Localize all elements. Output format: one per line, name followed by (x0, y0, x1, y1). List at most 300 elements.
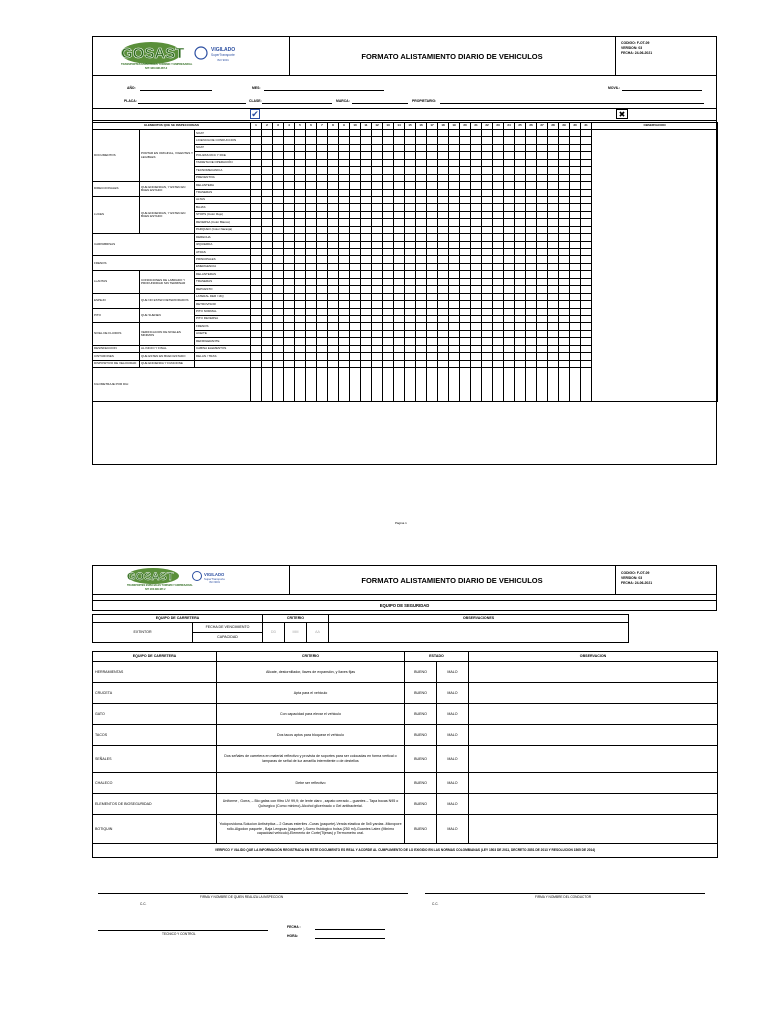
day-cell[interactable] (295, 263, 306, 270)
day-cell[interactable] (394, 323, 405, 330)
day-cell[interactable] (515, 241, 526, 248)
day-cell[interactable] (317, 353, 328, 360)
day-cell[interactable] (581, 159, 592, 166)
day-cell[interactable] (504, 144, 515, 151)
day-cell[interactable] (361, 152, 372, 159)
day-cell[interactable] (251, 308, 262, 315)
day-cell[interactable] (317, 293, 328, 300)
kilometraje-cell[interactable] (559, 368, 570, 402)
day-cell[interactable] (405, 271, 416, 278)
day-cell[interactable] (493, 271, 504, 278)
day-cell[interactable] (460, 293, 471, 300)
day-cell[interactable] (317, 219, 328, 226)
day-cell[interactable] (361, 167, 372, 174)
day-cell[interactable] (350, 174, 361, 181)
day-cell[interactable] (284, 167, 295, 174)
day-cell[interactable] (251, 226, 262, 233)
day-cell[interactable] (383, 249, 394, 256)
day-cell[interactable] (317, 241, 328, 248)
day-cell[interactable] (284, 345, 295, 352)
day-cell[interactable] (438, 144, 449, 151)
day-cell[interactable] (361, 271, 372, 278)
kilometraje-cell[interactable] (471, 368, 482, 402)
day-cell[interactable] (405, 308, 416, 315)
day-cell[interactable] (328, 219, 339, 226)
day-cell[interactable] (460, 174, 471, 181)
day-cell[interactable] (405, 204, 416, 211)
day-cell[interactable] (262, 234, 273, 241)
day-cell[interactable] (449, 360, 460, 367)
day-cell[interactable] (306, 345, 317, 352)
day-cell[interactable] (427, 315, 438, 322)
day-cell[interactable] (493, 137, 504, 144)
day-cell[interactable] (504, 271, 515, 278)
day-cell[interactable] (493, 204, 504, 211)
day-cell[interactable] (306, 226, 317, 233)
day-cell[interactable] (581, 182, 592, 189)
day-cell[interactable] (372, 263, 383, 270)
day-cell[interactable] (438, 330, 449, 337)
placa-field[interactable] (138, 103, 246, 104)
day-cell[interactable] (460, 130, 471, 137)
day-cell[interactable] (372, 330, 383, 337)
day-cell[interactable] (416, 219, 427, 226)
day-cell[interactable] (416, 330, 427, 337)
day-cell[interactable] (416, 323, 427, 330)
day-cell[interactable] (526, 278, 537, 285)
day-cell[interactable] (438, 204, 449, 211)
day-cell[interactable] (515, 234, 526, 241)
day-cell[interactable] (295, 204, 306, 211)
kilometraje-cell[interactable] (262, 368, 273, 402)
day-cell[interactable] (361, 241, 372, 248)
day-cell[interactable] (405, 211, 416, 218)
day-cell[interactable] (339, 323, 350, 330)
day-cell[interactable] (482, 249, 493, 256)
day-cell[interactable] (361, 249, 372, 256)
day-cell[interactable] (328, 263, 339, 270)
day-cell[interactable] (482, 286, 493, 293)
day-cell[interactable] (405, 293, 416, 300)
day-cell[interactable] (438, 152, 449, 159)
day-cell[interactable] (438, 174, 449, 181)
day-cell[interactable] (482, 256, 493, 263)
day-cell[interactable] (493, 234, 504, 241)
day-cell[interactable] (317, 189, 328, 196)
day-cell[interactable] (570, 263, 581, 270)
day-cell[interactable] (295, 315, 306, 322)
day-cell[interactable] (449, 144, 460, 151)
day-cell[interactable] (570, 167, 581, 174)
day-cell[interactable] (482, 226, 493, 233)
day-cell[interactable] (493, 219, 504, 226)
day-cell[interactable] (482, 360, 493, 367)
day-cell[interactable] (559, 271, 570, 278)
day-cell[interactable] (581, 226, 592, 233)
kilometraje-cell[interactable] (537, 368, 548, 402)
day-cell[interactable] (559, 189, 570, 196)
day-cell[interactable] (460, 330, 471, 337)
day-cell[interactable] (284, 249, 295, 256)
day-cell[interactable] (372, 137, 383, 144)
day-cell[interactable] (284, 360, 295, 367)
day-cell[interactable] (504, 315, 515, 322)
day-cell[interactable] (515, 196, 526, 203)
day-cell[interactable] (449, 345, 460, 352)
day-cell[interactable] (559, 167, 570, 174)
day-cell[interactable] (427, 204, 438, 211)
propietario-field[interactable] (440, 103, 704, 104)
day-cell[interactable] (460, 271, 471, 278)
day-cell[interactable] (361, 263, 372, 270)
day-cell[interactable] (295, 293, 306, 300)
day-cell[interactable] (460, 308, 471, 315)
day-cell[interactable] (537, 152, 548, 159)
observacion-field[interactable] (592, 130, 718, 402)
day-cell[interactable] (306, 152, 317, 159)
equipment-observacion-field[interactable] (469, 815, 718, 844)
day-cell[interactable] (328, 353, 339, 360)
day-cell[interactable] (493, 263, 504, 270)
bueno-option[interactable]: BUENO (405, 746, 437, 773)
day-cell[interactable] (526, 137, 537, 144)
day-cell[interactable] (427, 271, 438, 278)
day-cell[interactable] (405, 353, 416, 360)
day-cell[interactable] (339, 196, 350, 203)
day-cell[interactable] (460, 323, 471, 330)
day-cell[interactable] (273, 278, 284, 285)
day-cell[interactable] (394, 286, 405, 293)
day-cell[interactable] (548, 256, 559, 263)
day-cell[interactable] (372, 226, 383, 233)
day-cell[interactable] (438, 338, 449, 345)
kilometraje-cell[interactable] (273, 368, 284, 402)
day-cell[interactable] (251, 219, 262, 226)
day-cell[interactable] (504, 174, 515, 181)
day-cell[interactable] (383, 353, 394, 360)
kilometraje-cell[interactable] (416, 368, 427, 402)
day-cell[interactable] (372, 204, 383, 211)
day-cell[interactable] (504, 308, 515, 315)
day-cell[interactable] (581, 211, 592, 218)
day-cell[interactable] (339, 360, 350, 367)
day-cell[interactable] (438, 345, 449, 352)
day-cell[interactable] (526, 263, 537, 270)
day-cell[interactable] (427, 211, 438, 218)
day-cell[interactable] (460, 278, 471, 285)
day-cell[interactable] (416, 263, 427, 270)
day-cell[interactable] (449, 293, 460, 300)
day-cell[interactable] (361, 330, 372, 337)
day-cell[interactable] (383, 167, 394, 174)
day-cell[interactable] (460, 353, 471, 360)
day-cell[interactable] (581, 167, 592, 174)
day-cell[interactable] (504, 353, 515, 360)
day-cell[interactable] (295, 152, 306, 159)
day-cell[interactable] (427, 249, 438, 256)
day-cell[interactable] (273, 144, 284, 151)
day-cell[interactable] (581, 249, 592, 256)
day-cell[interactable] (438, 271, 449, 278)
day-cell[interactable] (405, 338, 416, 345)
day-cell[interactable] (548, 353, 559, 360)
day-cell[interactable] (405, 301, 416, 308)
day-cell[interactable] (394, 234, 405, 241)
day-cell[interactable] (438, 323, 449, 330)
day-cell[interactable] (460, 263, 471, 270)
day-cell[interactable] (427, 144, 438, 151)
day-cell[interactable] (405, 189, 416, 196)
day-cell[interactable] (328, 182, 339, 189)
day-cell[interactable] (394, 263, 405, 270)
day-cell[interactable] (515, 144, 526, 151)
day-cell[interactable] (262, 219, 273, 226)
day-cell[interactable] (526, 189, 537, 196)
day-cell[interactable] (460, 219, 471, 226)
day-cell[interactable] (416, 137, 427, 144)
day-cell[interactable] (515, 204, 526, 211)
day-cell[interactable] (383, 323, 394, 330)
day-cell[interactable] (482, 241, 493, 248)
day-cell[interactable] (405, 315, 416, 322)
day-cell[interactable] (427, 226, 438, 233)
day-cell[interactable] (361, 338, 372, 345)
marca-field[interactable] (352, 103, 408, 104)
day-cell[interactable] (559, 204, 570, 211)
day-cell[interactable] (416, 196, 427, 203)
day-cell[interactable] (537, 308, 548, 315)
day-cell[interactable] (284, 315, 295, 322)
day-cell[interactable] (438, 189, 449, 196)
day-cell[interactable] (449, 152, 460, 159)
day-cell[interactable] (372, 278, 383, 285)
day-cell[interactable] (339, 167, 350, 174)
day-cell[interactable] (339, 182, 350, 189)
day-cell[interactable] (251, 182, 262, 189)
day-cell[interactable] (504, 249, 515, 256)
day-cell[interactable] (361, 293, 372, 300)
day-cell[interactable] (405, 159, 416, 166)
kilometraje-cell[interactable] (526, 368, 537, 402)
day-cell[interactable] (526, 360, 537, 367)
day-cell[interactable] (306, 196, 317, 203)
day-cell[interactable] (372, 234, 383, 241)
mm-field[interactable]: MM (285, 623, 307, 643)
day-cell[interactable] (273, 345, 284, 352)
kilometraje-cell[interactable] (570, 368, 581, 402)
day-cell[interactable] (295, 256, 306, 263)
day-cell[interactable] (295, 167, 306, 174)
day-cell[interactable] (559, 278, 570, 285)
kilometraje-cell[interactable] (493, 368, 504, 402)
day-cell[interactable] (460, 189, 471, 196)
day-cell[interactable] (372, 293, 383, 300)
day-cell[interactable] (317, 315, 328, 322)
day-cell[interactable] (581, 330, 592, 337)
day-cell[interactable] (317, 338, 328, 345)
day-cell[interactable] (493, 159, 504, 166)
day-cell[interactable] (548, 271, 559, 278)
day-cell[interactable] (416, 360, 427, 367)
day-cell[interactable] (273, 308, 284, 315)
day-cell[interactable] (526, 308, 537, 315)
day-cell[interactable] (284, 196, 295, 203)
day-cell[interactable] (559, 249, 570, 256)
day-cell[interactable] (537, 271, 548, 278)
day-cell[interactable] (262, 286, 273, 293)
day-cell[interactable] (328, 174, 339, 181)
day-cell[interactable] (493, 167, 504, 174)
day-cell[interactable] (515, 174, 526, 181)
day-cell[interactable] (328, 130, 339, 137)
day-cell[interactable] (537, 323, 548, 330)
day-cell[interactable] (449, 174, 460, 181)
day-cell[interactable] (449, 323, 460, 330)
day-cell[interactable] (526, 144, 537, 151)
day-cell[interactable] (482, 174, 493, 181)
day-cell[interactable] (405, 330, 416, 337)
day-cell[interactable] (548, 182, 559, 189)
day-cell[interactable] (394, 315, 405, 322)
day-cell[interactable] (438, 286, 449, 293)
day-cell[interactable] (317, 167, 328, 174)
day-cell[interactable] (581, 278, 592, 285)
day-cell[interactable] (383, 152, 394, 159)
day-cell[interactable] (449, 182, 460, 189)
day-cell[interactable] (515, 263, 526, 270)
day-cell[interactable] (339, 152, 350, 159)
day-cell[interactable] (581, 308, 592, 315)
day-cell[interactable] (515, 211, 526, 218)
day-cell[interactable] (471, 167, 482, 174)
day-cell[interactable] (416, 249, 427, 256)
day-cell[interactable] (262, 137, 273, 144)
day-cell[interactable] (482, 167, 493, 174)
day-cell[interactable] (449, 130, 460, 137)
kilometraje-cell[interactable] (383, 368, 394, 402)
equipment-observacion-field[interactable] (469, 773, 718, 794)
day-cell[interactable] (251, 234, 262, 241)
day-cell[interactable] (405, 182, 416, 189)
day-cell[interactable] (427, 301, 438, 308)
day-cell[interactable] (416, 130, 427, 137)
day-cell[interactable] (295, 226, 306, 233)
day-cell[interactable] (394, 144, 405, 151)
day-cell[interactable] (581, 301, 592, 308)
day-cell[interactable] (273, 226, 284, 233)
day-cell[interactable] (350, 263, 361, 270)
day-cell[interactable] (273, 189, 284, 196)
day-cell[interactable] (251, 211, 262, 218)
day-cell[interactable] (438, 278, 449, 285)
day-cell[interactable] (427, 137, 438, 144)
day-cell[interactable] (306, 271, 317, 278)
day-cell[interactable] (570, 152, 581, 159)
day-cell[interactable] (328, 286, 339, 293)
day-cell[interactable] (537, 241, 548, 248)
day-cell[interactable] (339, 315, 350, 322)
day-cell[interactable] (537, 211, 548, 218)
day-cell[interactable] (482, 159, 493, 166)
day-cell[interactable] (405, 144, 416, 151)
day-cell[interactable] (339, 159, 350, 166)
malo-option[interactable]: MALO (437, 746, 469, 773)
day-cell[interactable] (383, 130, 394, 137)
x-box[interactable] (616, 109, 628, 119)
day-cell[interactable] (350, 338, 361, 345)
day-cell[interactable] (482, 204, 493, 211)
kilometraje-cell[interactable] (394, 368, 405, 402)
day-cell[interactable] (526, 234, 537, 241)
ext-observaciones-field[interactable] (329, 623, 629, 643)
day-cell[interactable] (427, 159, 438, 166)
day-cell[interactable] (339, 263, 350, 270)
kilometraje-cell[interactable] (504, 368, 515, 402)
day-cell[interactable] (372, 241, 383, 248)
day-cell[interactable] (328, 323, 339, 330)
day-cell[interactable] (526, 286, 537, 293)
day-cell[interactable] (526, 271, 537, 278)
day-cell[interactable] (493, 211, 504, 218)
day-cell[interactable] (559, 241, 570, 248)
day-cell[interactable] (515, 226, 526, 233)
day-cell[interactable] (570, 278, 581, 285)
day-cell[interactable] (438, 301, 449, 308)
day-cell[interactable] (383, 204, 394, 211)
day-cell[interactable] (427, 360, 438, 367)
day-cell[interactable] (295, 286, 306, 293)
day-cell[interactable] (515, 130, 526, 137)
day-cell[interactable] (339, 189, 350, 196)
day-cell[interactable] (438, 293, 449, 300)
day-cell[interactable] (559, 353, 570, 360)
day-cell[interactable] (284, 174, 295, 181)
day-cell[interactable] (284, 263, 295, 270)
day-cell[interactable] (251, 167, 262, 174)
day-cell[interactable] (372, 189, 383, 196)
day-cell[interactable] (449, 353, 460, 360)
day-cell[interactable] (427, 353, 438, 360)
day-cell[interactable] (460, 360, 471, 367)
day-cell[interactable] (449, 278, 460, 285)
day-cell[interactable] (581, 263, 592, 270)
day-cell[interactable] (317, 130, 328, 137)
day-cell[interactable] (350, 144, 361, 151)
day-cell[interactable] (581, 338, 592, 345)
day-cell[interactable] (438, 182, 449, 189)
day-cell[interactable] (306, 286, 317, 293)
day-cell[interactable] (548, 196, 559, 203)
day-cell[interactable] (537, 338, 548, 345)
day-cell[interactable] (570, 323, 581, 330)
day-cell[interactable] (317, 263, 328, 270)
day-cell[interactable] (372, 130, 383, 137)
day-cell[interactable] (427, 278, 438, 285)
day-cell[interactable] (372, 353, 383, 360)
day-cell[interactable] (361, 345, 372, 352)
day-cell[interactable] (383, 360, 394, 367)
malo-option[interactable]: MALO (437, 725, 469, 746)
day-cell[interactable] (581, 241, 592, 248)
day-cell[interactable] (526, 315, 537, 322)
day-cell[interactable] (317, 249, 328, 256)
dd-field[interactable]: DD (263, 623, 285, 643)
day-cell[interactable] (559, 330, 570, 337)
day-cell[interactable] (570, 211, 581, 218)
day-cell[interactable] (537, 159, 548, 166)
day-cell[interactable] (273, 249, 284, 256)
day-cell[interactable] (537, 196, 548, 203)
